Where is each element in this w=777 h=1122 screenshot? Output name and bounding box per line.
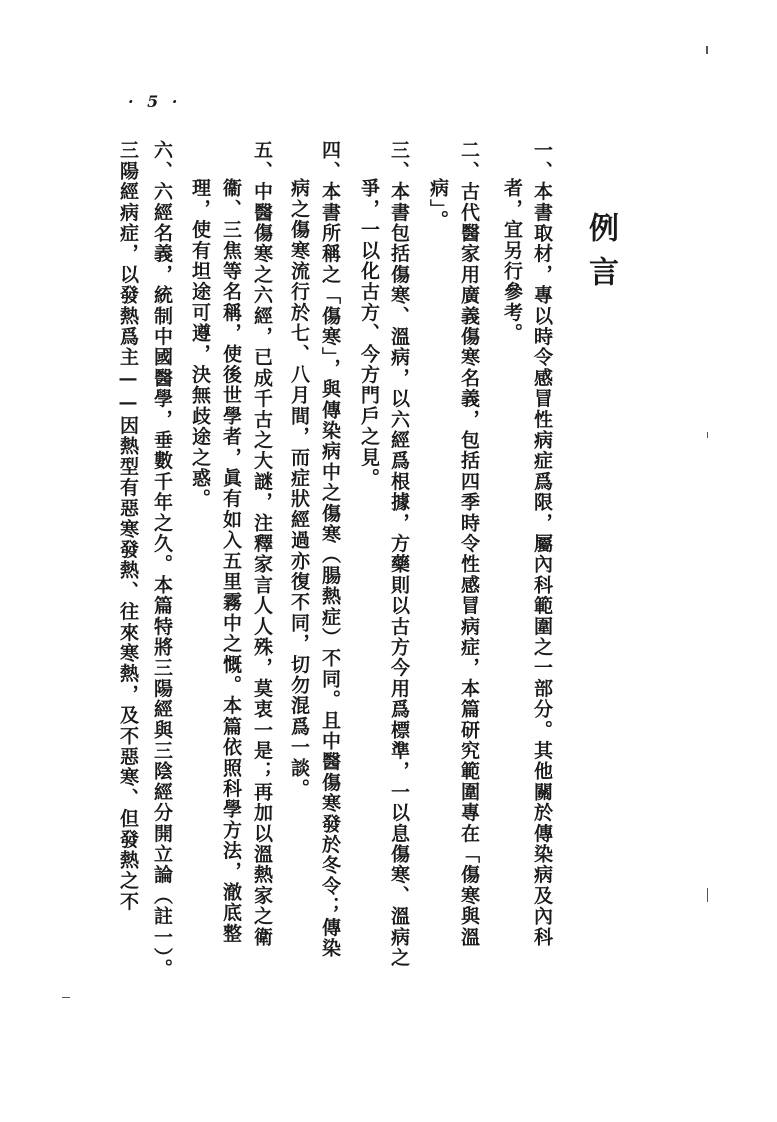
- scan-speck: [707, 888, 708, 902]
- text-column: 二、古代醫家用廣義傷寒名義，包括四季時令性感冒病症，本篇研究範圍專在「傷寒與溫: [458, 140, 480, 948]
- text-column: 病之傷寒流行於七、八月間，而症狀經過亦復不同，切勿混爲一談。: [288, 178, 310, 799]
- scan-speck: [706, 46, 708, 54]
- scan-speck: [707, 432, 708, 438]
- scan-speck: [62, 997, 70, 998]
- text-column: 三、本書包括傷寒、溫病，以六經爲根據，方藥則以古方今用爲標準，一以息傷寒、溫病之: [388, 140, 410, 968]
- text-column: 四、本書所稱之「傷寒」，與傳染病中之傷寒（腸熱症）不同。且中醫傷寒發於冬令；傳染: [319, 140, 341, 959]
- text-column: 病」。: [427, 178, 449, 231]
- text-column: 衞、三焦等名稱，使後世學者，眞有如入五里霧中之慨。本篇依照科學方法，澈底整: [220, 178, 242, 944]
- page-title: 例言: [583, 212, 618, 300]
- text-column: 爭，一以化古方、今方門戶之見。: [358, 178, 380, 489]
- text-column: 三陽經病症，以發熱爲主——因熱型有惡寒發熱、往來寒熱，及不惡寒、但發熱之不: [117, 140, 139, 912]
- page-number: · 5 ·: [128, 92, 182, 111]
- text-column: 一、本書取材，專以時令感冒性病症爲限，屬內科範圍之一部分。其他關於傳染病及內科: [531, 140, 553, 948]
- text-column: 五、中醫傷寒之六經，已成千古之大謎，注釋家言人人殊，莫衷一是；再加以溫熱家之衛: [251, 140, 273, 948]
- text-column: 者，宜另行參考。: [501, 178, 523, 344]
- text-column: 理，使有坦途可遵，決無歧途之惑。: [189, 178, 211, 510]
- text-column: 六、六經名義，統制中國醫學，垂數千年之久。本篇特將三陽經與三陰經分開立論（註一）。: [151, 140, 173, 980]
